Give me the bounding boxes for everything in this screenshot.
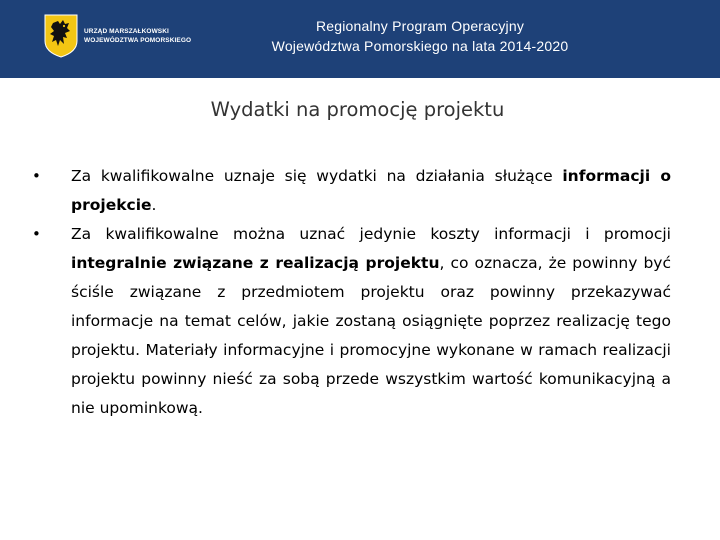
- bullet-1-bold: informacji o projekcie: [71, 167, 672, 214]
- griffin-crest-icon: [44, 14, 78, 58]
- logo-text: [84, 27, 191, 45]
- bullet-2-bold: integralnie związane z realizacją projektu: [71, 254, 440, 272]
- bullet-1-text-end: .: [151, 196, 157, 214]
- bullet-1-text: Za kwalifikowalne uznaje się wydatki na działania służące: [71, 167, 563, 185]
- program-line-1: Regionalny Program Operacyjny: [315, 18, 525, 34]
- bullet-2-text: Za kwalifikowalne można uznać jedynie koszty informacji i promocji: [71, 225, 671, 243]
- program-title: [240, 16, 600, 56]
- organization-logo: [44, 14, 191, 58]
- bullet-item-2: [30, 220, 671, 423]
- bullet-list: [30, 162, 671, 423]
- slide-title: Wydatki na promocję projektu: [210, 98, 505, 121]
- program-line-2: Województwa Pomorskiego na lata 2014-2020: [271, 38, 569, 54]
- bullet-item-1: [30, 162, 671, 220]
- logo-line-2: WOJEWÓDZTWA POMORSKIEGO: [84, 37, 192, 44]
- slide-header: [0, 0, 720, 78]
- logo-line-1: URZĄD MARSZAŁKOWSKI: [84, 28, 169, 35]
- bullet-2-text-end: , co oznacza, że powinny być ściśle związane z przedmiotem projektu oraz powinny przekazywać informacje na temat celów, jakie zostaną osiągnięte poprzez realizację tego projektu. Materiały informacyjne i promocyjne wykonane w ramach realizacji projektu powinny nieść za sobą przede wszystkim wartość komunikacyjną a nie upominkową.: [71, 254, 671, 417]
